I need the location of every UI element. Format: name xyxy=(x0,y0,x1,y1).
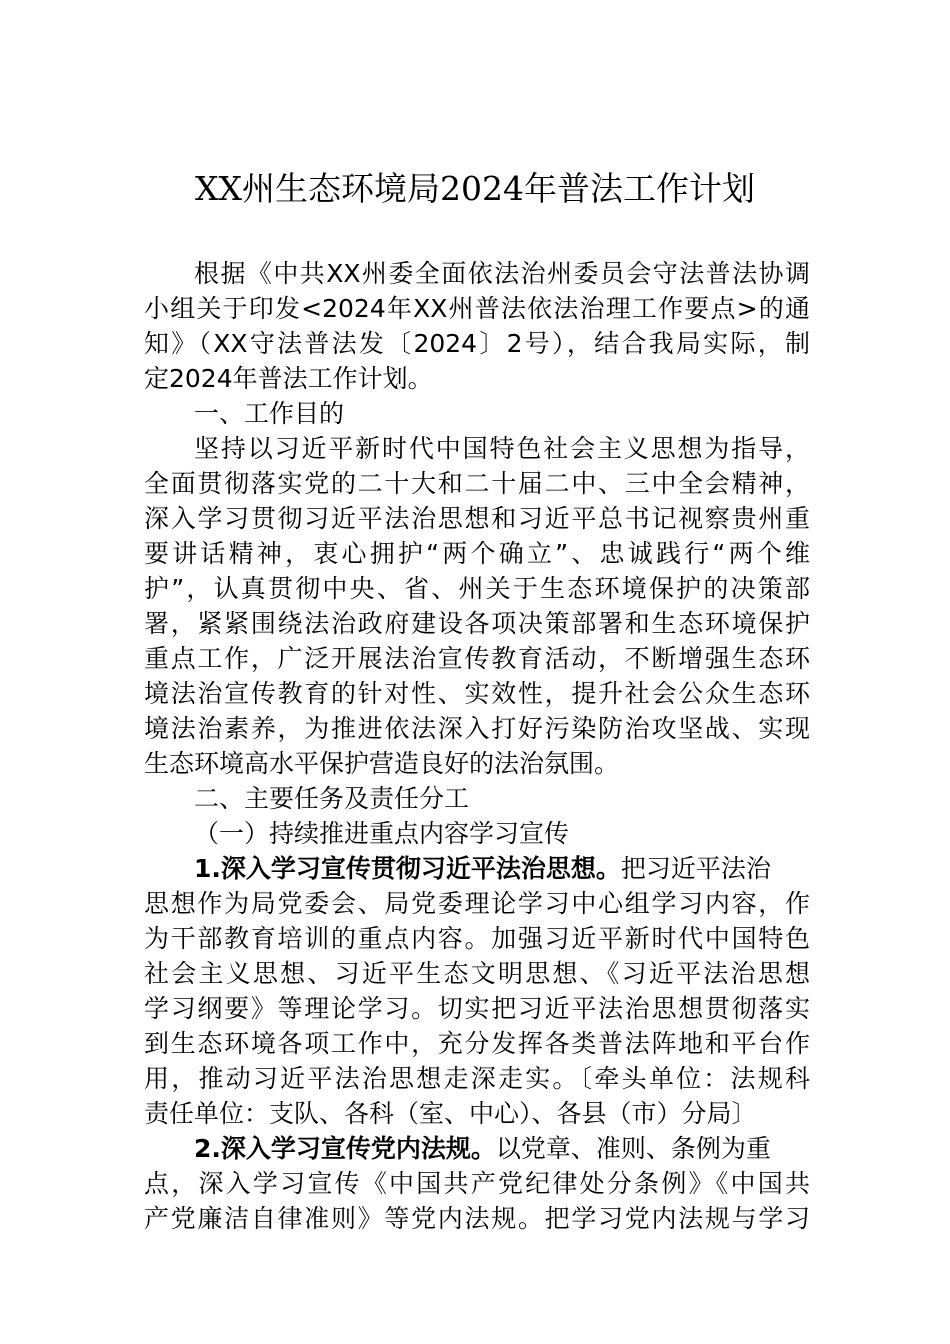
paragraph-line: 产党廉洁自律准则》等党内法规。把学习党内法规与学习 xyxy=(144,1204,810,1233)
paragraph-line: 深入学习贯彻习近平法治思想和习近平总书记视察贵州重 xyxy=(144,504,810,533)
item-heading: 1.深入学习宣传贯彻习近平法治思想。 xyxy=(194,854,621,883)
paragraph-line: 生态环境高水平保护营造良好的法治氛围。 xyxy=(144,749,620,778)
paragraph-line: 重点工作，广泛开展法治宣传教育活动，不断增强生态环 xyxy=(144,644,810,673)
section-heading: 一、工作目的 xyxy=(194,399,345,428)
paragraph-line: 社会主义思想、习近平生态文明思想、《习近平法治思想 xyxy=(144,959,810,988)
paragraph-line: 境法治宣传教育的针对性、实效性，提升社会公众生态环 xyxy=(144,679,810,708)
paragraph-line: 思想作为局党委会、局党委理论学习中心组学习内容，作 xyxy=(144,889,810,918)
item-text: 把习近平法治 xyxy=(620,854,771,883)
paragraph-line: 护”，认真贯彻中央、省、州关于生态环境保护的决策部 xyxy=(144,574,810,603)
paragraph-line: 责任单位：支队、各科（室、中心）、各县（市）分局〕 xyxy=(144,1099,757,1128)
paragraph-line: 坚持以习近平新时代中国特色社会主义思想为指导， xyxy=(194,434,810,463)
subsection-heading: （一）持续推进重点内容学习宣传 xyxy=(194,819,570,848)
paragraph-line xyxy=(144,1131,810,1166)
paragraph-line: 署，紧紧围绕法治政府建设各项决策部署和生态环境保护 xyxy=(144,609,810,638)
item-heading: 2.深入学习宣传党内法规。 xyxy=(194,1134,496,1163)
paragraph-line: 学习纲要》等理论学习。切实把习近平法治思想贯彻落实 xyxy=(144,994,810,1023)
paragraph-line: 为干部教育培训的重点内容。加强习近平新时代中国特色 xyxy=(144,924,810,953)
paragraph-line: 到生态环境各项工作中，充分发挥各类普法阵地和平台作 xyxy=(144,1029,810,1058)
paragraph-line: 境法治素养，为推进依法深入打好污染防治攻坚战、实现 xyxy=(144,714,810,743)
item-text: 以党章、准则、条例为重 xyxy=(495,1134,771,1163)
paragraph-line: 用，推动习近平法治思想走深走实。〔牵头单位：法规科 xyxy=(144,1064,810,1093)
section-heading: 二、主要任务及责任分工 xyxy=(194,784,470,813)
paragraph-line: 定2024年普法工作计划。 xyxy=(144,364,433,393)
paragraph-line xyxy=(144,851,810,886)
paragraph-line: 点，深入学习宣传《中国共产党纪律处分条例》《中国共 xyxy=(144,1169,810,1198)
paragraph-line: 根据《中共XX州委全面依法治州委员会守法普法协调 xyxy=(194,259,810,288)
paragraph-line: 要讲话精神，衷心拥护“两个确立”、忠诚践行“两个维 xyxy=(144,539,810,568)
document-title: XX州生态环境局2024年普法工作计划 xyxy=(195,169,755,208)
document-body xyxy=(144,256,810,1236)
paragraph-line: 全面贯彻落实党的二十大和二十届二中、三中全会精神， xyxy=(144,469,810,498)
paragraph-line: 知》（XX守法普法发〔2024〕2号），结合我局实际，制 xyxy=(144,329,810,358)
paragraph-line: 小组关于印发<2024年XX州普法依法治理工作要点>的通 xyxy=(144,294,810,323)
